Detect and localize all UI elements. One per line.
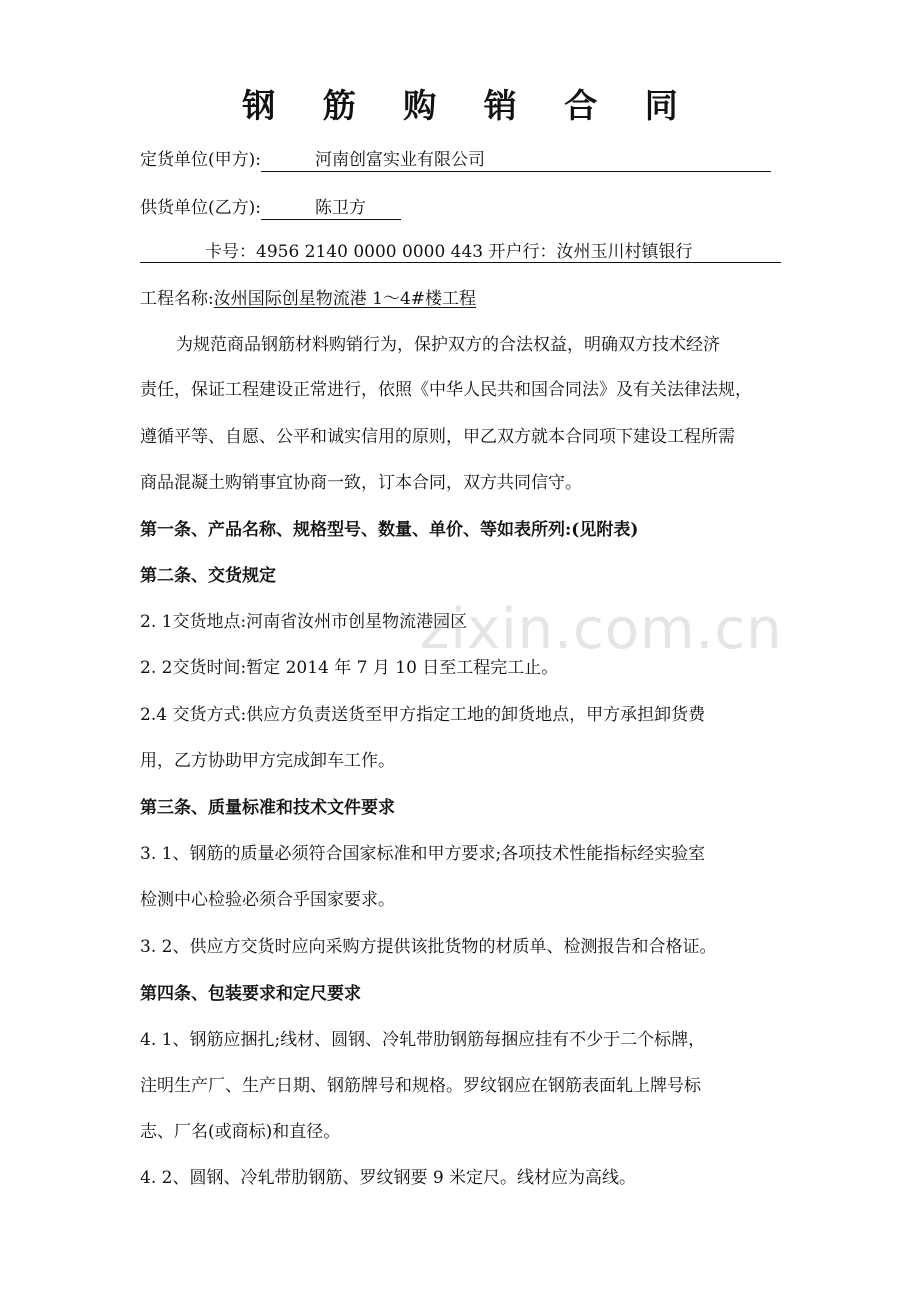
party-b-value: 陈卫方 [315, 198, 366, 218]
project-row [140, 289, 476, 309]
project-value: 汝州国际创星物流港 1～4#楼工程 [213, 289, 477, 309]
article-item: 用，乙方协助甲方完成卸车工作。 [140, 751, 395, 771]
watermark: zixin.com.cn [420, 597, 783, 662]
intro-line: 为规范商品钢筋材料购销行为，保护双方的合法权益，明确双方技术经济 [176, 335, 720, 355]
article-item: 注明生产厂、生产日期、钢筋牌号和规格。罗纹钢应在钢筋表面轧上牌号标 [140, 1076, 701, 1096]
article-item: 4. 1、钢筋应捆扎;线材、圆钢、冷轧带肋钢筋每捆应挂有不少于二个标牌， [140, 1030, 706, 1050]
article-item: 3. 2、供应方交货时应向采购方提供该批货物的材质单、检测报告和合格证。 [140, 937, 717, 957]
article-item: 2.4 交货方式:供应方负责送货至甲方指定工地的卸货地点，甲方承担卸货费 [140, 705, 706, 725]
article-3-heading: 第三条、质量标准和技术文件要求 [140, 798, 395, 818]
intro-line: 遵循平等、自愿、公平和诚实信用的原则，甲乙双方就本合同项下建设工程所需 [140, 427, 735, 447]
party-a-field [261, 150, 771, 172]
article-item: 3. 1、钢筋的质量必须符合国家标准和甲方要求;各项技术性能指标经实验室 [140, 844, 706, 864]
party-a-value: 河南创富实业有限公司 [315, 150, 485, 170]
party-b-field [261, 198, 401, 220]
project-label: 工程名称: [140, 289, 214, 309]
party-b-row [140, 198, 401, 220]
article-2-heading: 第二条、交货规定 [140, 566, 276, 586]
party-a-row [140, 150, 771, 172]
party-a-label: 定货单位(甲方): [140, 150, 261, 170]
document-title: 钢 筋 购 销 合 同 [242, 86, 696, 125]
article-item: 2. 1交货地点:河南省汝州市创星物流港园区 [140, 612, 468, 632]
party-b-label: 供货单位(乙方): [140, 198, 261, 218]
article-item: 2. 2交货时间:暂定 2014 年 7 月 10 日至工程完工止。 [140, 658, 559, 678]
article-4-heading: 第四条、包装要求和定尺要求 [140, 984, 361, 1004]
article-item: 4. 2、圆钢、冷轧带肋钢筋、罗纹钢要 9 米定尺。线材应为高线。 [140, 1168, 637, 1188]
article-item: 检测中心检验必须合乎国家要求。 [140, 890, 395, 910]
article-item: 志、厂名(或商标)和直径。 [140, 1122, 341, 1142]
intro-line: 责任，保证工程建设正常进行，依照《中华人民共和国合同法》及有关法律法规， [140, 380, 752, 400]
intro-line: 商品混凝土购销事宜协商一致，订本合同，双方共同信守。 [140, 473, 582, 493]
bank-info: 卡号：4956 2140 0000 0000 443 开户行：汝州玉川村镇银行 [205, 242, 693, 262]
article-1-heading: 第一条、产品名称、规格型号、数量、单价、等如表所列:(见附表) [140, 520, 639, 540]
bank-underline [140, 262, 781, 263]
